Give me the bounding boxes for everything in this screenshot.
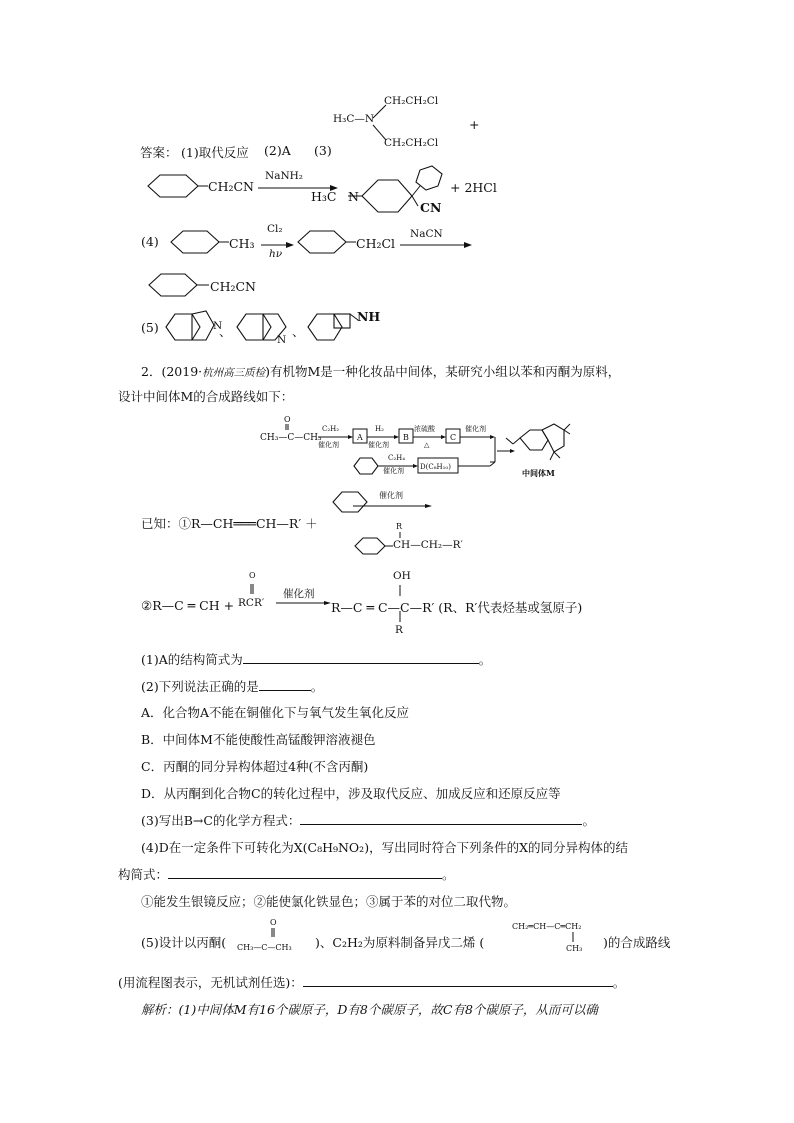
p4-label: (4) [141, 234, 159, 249]
s5-diene-ch3: CH₃ [566, 944, 583, 953]
s4-conditions: ①能发生银镜反应；②能使氯化铁显色；③属于苯的对位二取代物。 [141, 894, 517, 909]
k1-r: R [396, 522, 403, 531]
option-d: D．从丙酮到化合物C的转化过程中，涉及取代反应、加成反应和还原反应等 [141, 786, 561, 801]
s5-post: )的合成路线 [603, 935, 671, 950]
q2-intro-rest: )有机物M是一种化妆品中间体，某研究小组以苯和丙酮为原料， [265, 364, 621, 379]
k2-left: ②R—C ═ CH + [141, 598, 235, 613]
r3-cn: CN [420, 200, 442, 215]
s5-mid: )、C₂H₂为原料制备异戊二烯 ( [315, 935, 485, 950]
known-label: 已知：①R—CH═══CH—R′ ＋ [141, 516, 318, 531]
s5-answer-blank[interactable] [303, 975, 613, 987]
p5-sep1: 、 [219, 324, 232, 339]
svg-text:A: A [357, 433, 363, 442]
k2-oh: OH [393, 570, 411, 582]
p5-nh: NH [357, 309, 381, 324]
q2-num: 2．(2019· [141, 364, 203, 379]
answer-part1: (1)取代反应 [181, 145, 249, 160]
q2-intro-line2: 设计中间体M的合成路线如下： [118, 389, 294, 404]
s5-acetone: CH₃—C—CH₃ [237, 943, 292, 952]
plus-sign: + [469, 117, 480, 132]
s5-pre: (5)设计以丙酮( [141, 935, 227, 950]
svg-text:H₂: H₂ [375, 425, 384, 433]
option-c: C．丙酮的同分异构体超过4种(不含丙酮) [141, 759, 369, 774]
k2-ketone: RCR′ [238, 597, 265, 609]
answer-label: 答案： [140, 145, 178, 160]
amine-h3c-n: H₃C—N [333, 113, 375, 125]
p4-nacn: NaCN [410, 228, 443, 240]
p5-n2: N [277, 334, 287, 346]
svg-text:CH₃—C—CH₃: CH₃—C—CH₃ [260, 433, 322, 443]
r3-h3c: H₃C [311, 189, 337, 204]
p4-hv: hν [269, 248, 283, 260]
analysis: 解析：(1)中间体M有16个碳原子，D有8个碳原子，故C有8个碳原子，从而可以确 [141, 1002, 598, 1017]
s5-diene: CH₂═CH—C═CH₂ [512, 922, 582, 931]
p4-cl2: Cl₂ [267, 223, 283, 235]
s1: (1)A的结构简式为 。 [141, 652, 492, 667]
svg-text:C₂H₄: C₂H₄ [388, 454, 406, 462]
k2-o: O [249, 571, 256, 580]
k1-cat: 催化剂 [379, 491, 403, 500]
s5-o: O [270, 918, 277, 927]
p5-label: (5) [141, 320, 159, 335]
r3-reactant: CH₂CN [208, 179, 254, 194]
s3: (3)写出B→C的化学方程式： 。 [141, 813, 595, 828]
svg-text:D(C₈H₁₀): D(C₈H₁₀) [420, 463, 451, 471]
amine-arm-top: CH₂CH₂Cl [384, 95, 439, 107]
q2-src: 杭州高三质检 [202, 367, 266, 379]
svg-text:催化剂: 催化剂 [383, 467, 404, 475]
k2-right: R—C ═ C—C—R′ (R、R′代表烃基或氢原子) [331, 600, 583, 615]
svg-text:浓硫酸: 浓硫酸 [414, 425, 435, 433]
k1-product: CH—CH₂—R′ [393, 539, 463, 551]
svg-text:B: B [403, 433, 409, 442]
amine-arm-bottom: CH₂CH₂Cl [384, 137, 439, 149]
s5-line2: (用流程图表示，无机试剂任选)： 。 [118, 975, 626, 990]
svg-text:催化剂: 催化剂 [465, 425, 486, 433]
r3-tail: + 2HCl [450, 180, 497, 195]
svg-text:C: C [450, 433, 457, 442]
option-a: A．化合物A不能在铜催化下与氧气发生氧化反应 [141, 705, 410, 720]
answer-part2: (2)A [264, 143, 291, 158]
p4-ch3: CH₃ [229, 236, 255, 251]
k2-cat: 催化剂 [283, 588, 315, 600]
svg-text:C₂H₂: C₂H₂ [322, 425, 340, 433]
svg-text:O: O [284, 415, 291, 424]
k2-r: R [395, 624, 403, 636]
svg-text:中间体M: 中间体M [522, 468, 555, 478]
r3-reagent: NaNH₂ [265, 170, 304, 182]
s4-line1: (4)D在一定条件下可转化为X(C₈H₉NO₂)，写出同时符合下列条件的X的同分异构体的结 [141, 840, 628, 855]
svg-text:催化剂: 催化剂 [318, 441, 339, 449]
r3-n: N [348, 189, 359, 204]
p4-ch2cl: CH₂Cl [356, 236, 396, 251]
p5-sep2: 、 [292, 324, 305, 339]
option-b: B．中间体M不能使酸性高锰酸钾溶液褪色 [141, 732, 376, 747]
svg-text:催化剂: 催化剂 [368, 441, 389, 449]
s4-line2: 构简式： 。 [118, 867, 455, 882]
s2: (2)下列说法正确的是 。 [141, 679, 324, 694]
svg-text:△: △ [424, 441, 430, 449]
p4-ch2cn: CH₂CN [210, 279, 256, 294]
answer-part3: (3) [314, 143, 332, 158]
p5-n1: N [213, 320, 223, 332]
